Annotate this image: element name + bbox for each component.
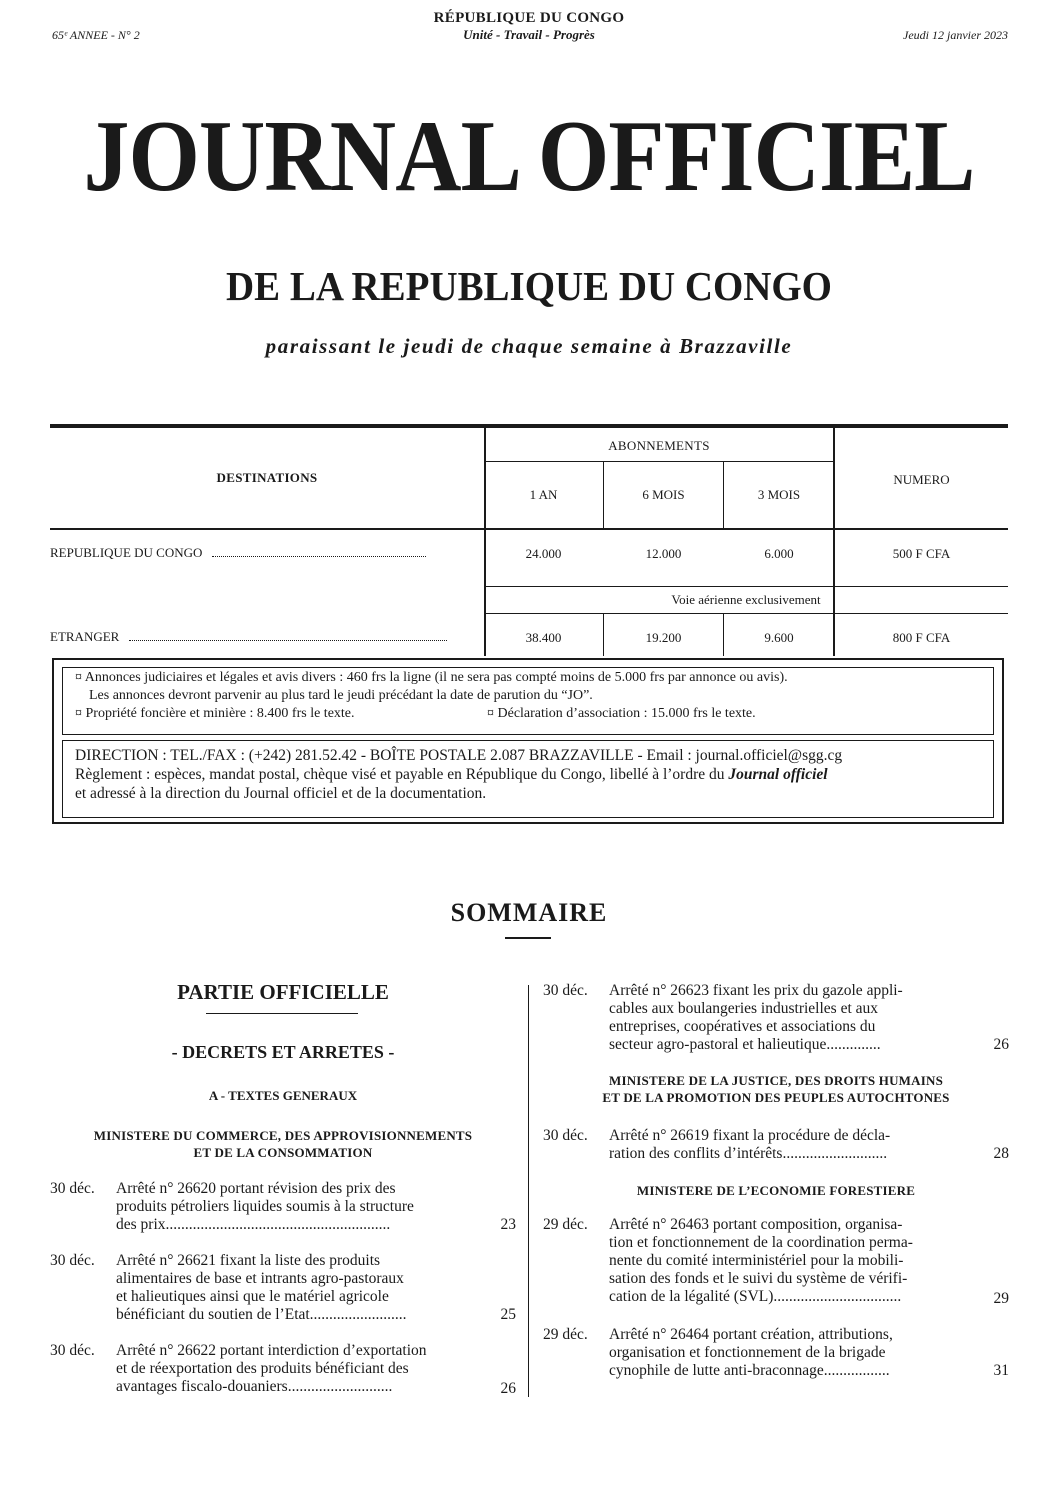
toc-entry[interactable] — [543, 1216, 1009, 1308]
destination-name: REPUBLIQUE DU CONGO — [50, 545, 203, 560]
toc-entry[interactable] — [543, 1127, 1009, 1165]
table-divider — [50, 528, 1008, 530]
ministry-heading: MINISTERE DE L’ECONOMIE FORESTIERE — [636, 1183, 916, 1198]
entry-title: Arrêté n° 26620 portant révision des prix des produits pétroliers liquides soumis à la structure des prix.......................................................... — [116, 1180, 414, 1233]
payment-text: Règlement : espèces, mandat postal, chèque visé et payable en République du Congo, libellé à l’ordre du — [75, 766, 729, 783]
toc-entry[interactable] — [543, 982, 1009, 1056]
entry-page: 26 — [993, 1036, 1009, 1053]
heading-rule — [206, 1013, 358, 1014]
entry-page: 28 — [993, 1145, 1009, 1162]
entry-date: 30 déc. — [50, 1180, 95, 1197]
decrets-heading: - DECRETS ET ARRETES - — [171, 1042, 395, 1062]
entry-page: 31 — [993, 1362, 1009, 1379]
issue-date: Jeudi 12 janvier 2023 — [903, 28, 1008, 42]
ministry-heading: MINISTERE DE LA JUSTICE, DES DROITS HUMAINS ET DE LA PROMOTION DES PEUPLES AUTOCHTONES — [602, 1073, 950, 1105]
rate-line: ¤ Propriété foncière et minière : 8.400 frs le texte. — [75, 706, 355, 721]
price-cell: 19.200 — [645, 630, 682, 645]
abonnements-header: ABONNEMENTS — [608, 438, 710, 453]
period-header: 1 AN — [529, 487, 558, 502]
toc-entry[interactable] — [543, 1326, 1009, 1382]
textes-generaux-heading: A - TEXTES GENERAUX — [208, 1088, 358, 1103]
destination-row — [50, 545, 426, 561]
destination-name: ETRANGER — [50, 629, 120, 644]
entry-date: 30 déc. — [543, 982, 588, 999]
rate-line: Les annonces devront parvenir au plus tard le jeudi précédant la date de parution du “JO”. — [89, 688, 593, 703]
direction-info — [62, 740, 994, 818]
toc-entry[interactable] — [50, 1252, 516, 1326]
announcement-rates — [62, 667, 994, 735]
table-divider — [484, 613, 1008, 614]
toc-entry[interactable] — [50, 1342, 516, 1398]
rate-line: ¤ Déclaration d’association : 15.000 frs le texte. — [487, 706, 756, 721]
price-cell: 38.400 — [525, 630, 562, 645]
sommaire-title: SOMMAIRE — [450, 898, 608, 927]
country-name: RÉPUBLIQUE DU CONGO — [433, 10, 625, 26]
notice-box — [52, 658, 1004, 824]
subscription-table — [50, 424, 1008, 656]
entry-title: Arrêté n° 26623 fixant les prix du gazole appli- cables aux boulangeries industrielles et aux entreprises, coopératives et associations du secteur agro-pastoral et halieutique.............. — [609, 982, 903, 1053]
journal-title: JOURNAL OFFICIEL — [83, 100, 975, 213]
period-header: 3 MOIS — [757, 487, 801, 502]
numero-price: 500 F CFA — [892, 546, 951, 561]
column-divider — [528, 985, 529, 1397]
price-cell: 9.600 — [764, 630, 794, 645]
destinations-header: DESTINATIONS — [216, 470, 318, 485]
entry-page: 29 — [993, 1290, 1009, 1307]
issue-number: 65ᵉ ANNEE - N° 2 — [52, 28, 140, 42]
entry-page: 23 — [500, 1216, 516, 1233]
entry-date: 30 déc. — [50, 1342, 95, 1359]
entry-title: Arrêté n° 26619 fixant la procédure de décla- ration des conflits d’intérêts........................... — [609, 1127, 891, 1162]
entry-date: 29 déc. — [543, 1216, 588, 1233]
entry-title: Arrêté n° 26621 fixant la liste des produits alimentaires de base et intrants agro-pastoraux et halieutiques ainsi que le matériel agricole bénéficiant du soutien de l’Etat......................... — [116, 1252, 407, 1323]
partie-officielle-heading: PARTIE OFFICIELLE — [177, 980, 389, 1004]
direction-contact: DIRECTION : TEL./FAX : (+242) 281.52.42 - BOÎTE POSTALE 2.087 BRAZZAVILLE - Email : journal.officiel@sgg.cg — [75, 747, 843, 764]
national-motto: Unité - Travail - Progrès — [463, 27, 595, 42]
leader-dots — [129, 631, 447, 641]
entry-date: 30 déc. — [50, 1252, 95, 1269]
price-cell: 6.000 — [764, 546, 794, 561]
toc-entry[interactable] — [50, 1180, 516, 1236]
numero-header: NUMERO — [893, 472, 950, 487]
entry-date: 30 déc. — [543, 1127, 588, 1144]
numero-price: 800 F CFA — [892, 630, 951, 645]
rate-line: ¤ Annonces judiciaires et légales et avis divers : 460 frs la ligne (il ne sera pas compté moins de 5.000 frs par annonce ou avis). — [75, 670, 788, 685]
entry-title: Arrêté n° 26464 portant création, attributions, organisation et fonctionnement de la brigade cynophile de lutte anti-braconnage................. — [609, 1326, 893, 1379]
sommaire-rule — [505, 937, 551, 939]
period-header: 6 MOIS — [642, 487, 685, 502]
ministry-heading: MINISTERE DU COMMERCE, DES APPROVISIONNEMENTS ET DE LA CONSOMMATION — [93, 1128, 473, 1160]
table-divider — [484, 461, 835, 462]
table-divider — [484, 428, 486, 656]
journal-name: Journal officiel — [728, 766, 828, 783]
journal-tagline: paraissant le jeudi de chaque semaine à Brazzaville — [265, 334, 793, 358]
destination-row — [50, 629, 447, 645]
price-cell: 24.000 — [525, 546, 562, 561]
country-header — [0, 10, 1058, 43]
payment-info — [75, 766, 828, 784]
leader-dots — [212, 547, 426, 557]
entry-date: 29 déc. — [543, 1326, 588, 1343]
table-divider — [484, 586, 1008, 587]
table-divider — [833, 428, 835, 656]
price-cell: 12.000 — [645, 546, 682, 561]
journal-subtitle: DE LA REPUBLIQUE DU CONGO — [226, 263, 832, 309]
entry-page: 25 — [500, 1306, 516, 1323]
entry-page: 26 — [500, 1380, 516, 1397]
air-mail-note: Voie aérienne exclusivement — [671, 592, 821, 607]
payment-address: et adressé à la direction du Journal officiel et de la documentation. — [75, 785, 487, 802]
entry-title: Arrêté n° 26622 portant interdiction d’exportation et de réexportation des produits bénéficiant des avantages fiscalo-douaniers........................... — [116, 1342, 427, 1395]
table-top-rule — [50, 424, 1008, 428]
entry-title: Arrêté n° 26463 portant composition, organisa- tion et fonctionnement de la coordination perma- nente du comité interministériel pour la mobili- sation des fonds et le suivi du système de vérifi- cation de la légalité (SVL)................................. — [609, 1216, 913, 1305]
